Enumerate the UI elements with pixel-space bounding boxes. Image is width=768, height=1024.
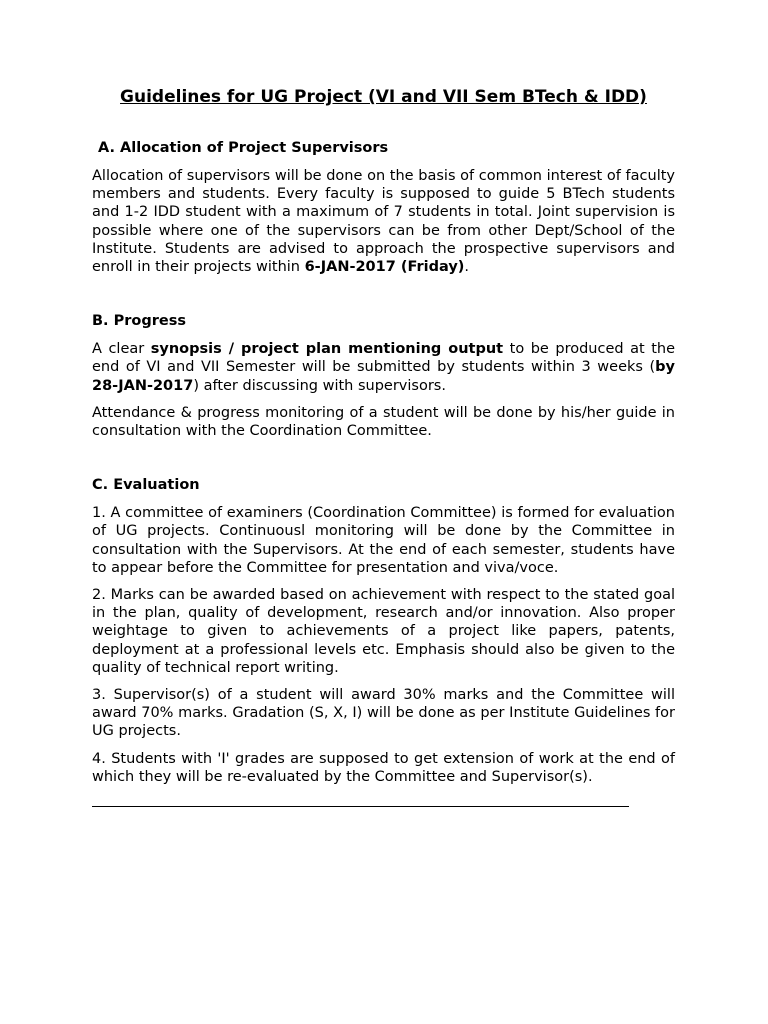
section-c-item-4: 4. Students with 'I' grades are supposed to get extension of work at the end of which they will be re-evaluated by the Committee and Supervisor(s).	[92, 750, 675, 785]
section-b-heading: B. Progress	[92, 313, 186, 330]
section-c-item-3: 3. Supervisor(s) of a student will award 30% marks and the Committee will award 70% marks. Gradation (S, X, I) will be done as per Institute Guidelines for UG projects.	[92, 687, 675, 740]
document-title: Guidelines for UG Project (VI and VII Sem BTech & IDD)	[120, 87, 647, 107]
section-a-paragraph	[92, 167, 675, 276]
section-c-item-1: 1. A committee of examiners (Coordination Committee) is formed for evaluation of UG projects. Continuousl monitoring will be done by the Committee in consultation with the Supervisors. At the end of each semester, students have to appear before the Committee for presentation and viva/voce.	[92, 505, 675, 576]
section-b-deadline: by 28-JAN-2017	[92, 359, 675, 394]
section-c-item-2: 2. Marks can be awarded based on achievement with respect to the stated goal in the plan, quality of development, research and/or innovation. Also proper weightage to given to achievements of a project like papers, patents, deployment at a professional levels etc. Emphasis should also be given to the quality of technical report writing.	[92, 587, 675, 676]
section-b-paragraph-2: Attendance & progress monitoring of a student will be done by his/her guide in consultation with the Coordination Committee.	[92, 404, 675, 440]
section-b-mid: to be produced at the end of VI and VII Semester will be submitted by students within 3 weeks (	[92, 341, 675, 376]
section-b-paragraph-1	[92, 340, 675, 395]
section-b-synopsis: synopsis / project plan mentioning output	[150, 341, 504, 358]
section-b-pre: A clear	[92, 341, 151, 358]
section-a-heading: A. Allocation of Project Supervisors	[98, 140, 389, 156]
section-gap	[92, 449, 675, 475]
section-a-text: Allocation of supervisors will be done on the basis of common interest of faculty members and students. Every faculty is supposed to guide 5 BTech students and 1-2 IDD student with a maximum of 7 students in total. Joint supervision is possible where one of the supervisors can be from other Dept/School of the Institute. Students are advised to approach the prospective supervisors and enroll in their projects within	[92, 168, 675, 276]
section-gap	[92, 285, 675, 311]
document-page	[92, 86, 675, 807]
section-b-end: ) after discussing with supervisors.	[193, 377, 446, 394]
section-a-end: .	[464, 259, 470, 276]
section-a-deadline: 6-JAN-2017 (Friday)	[304, 259, 465, 276]
bottom-rule	[92, 806, 629, 807]
section-c-heading: C. Evaluation	[92, 477, 200, 494]
